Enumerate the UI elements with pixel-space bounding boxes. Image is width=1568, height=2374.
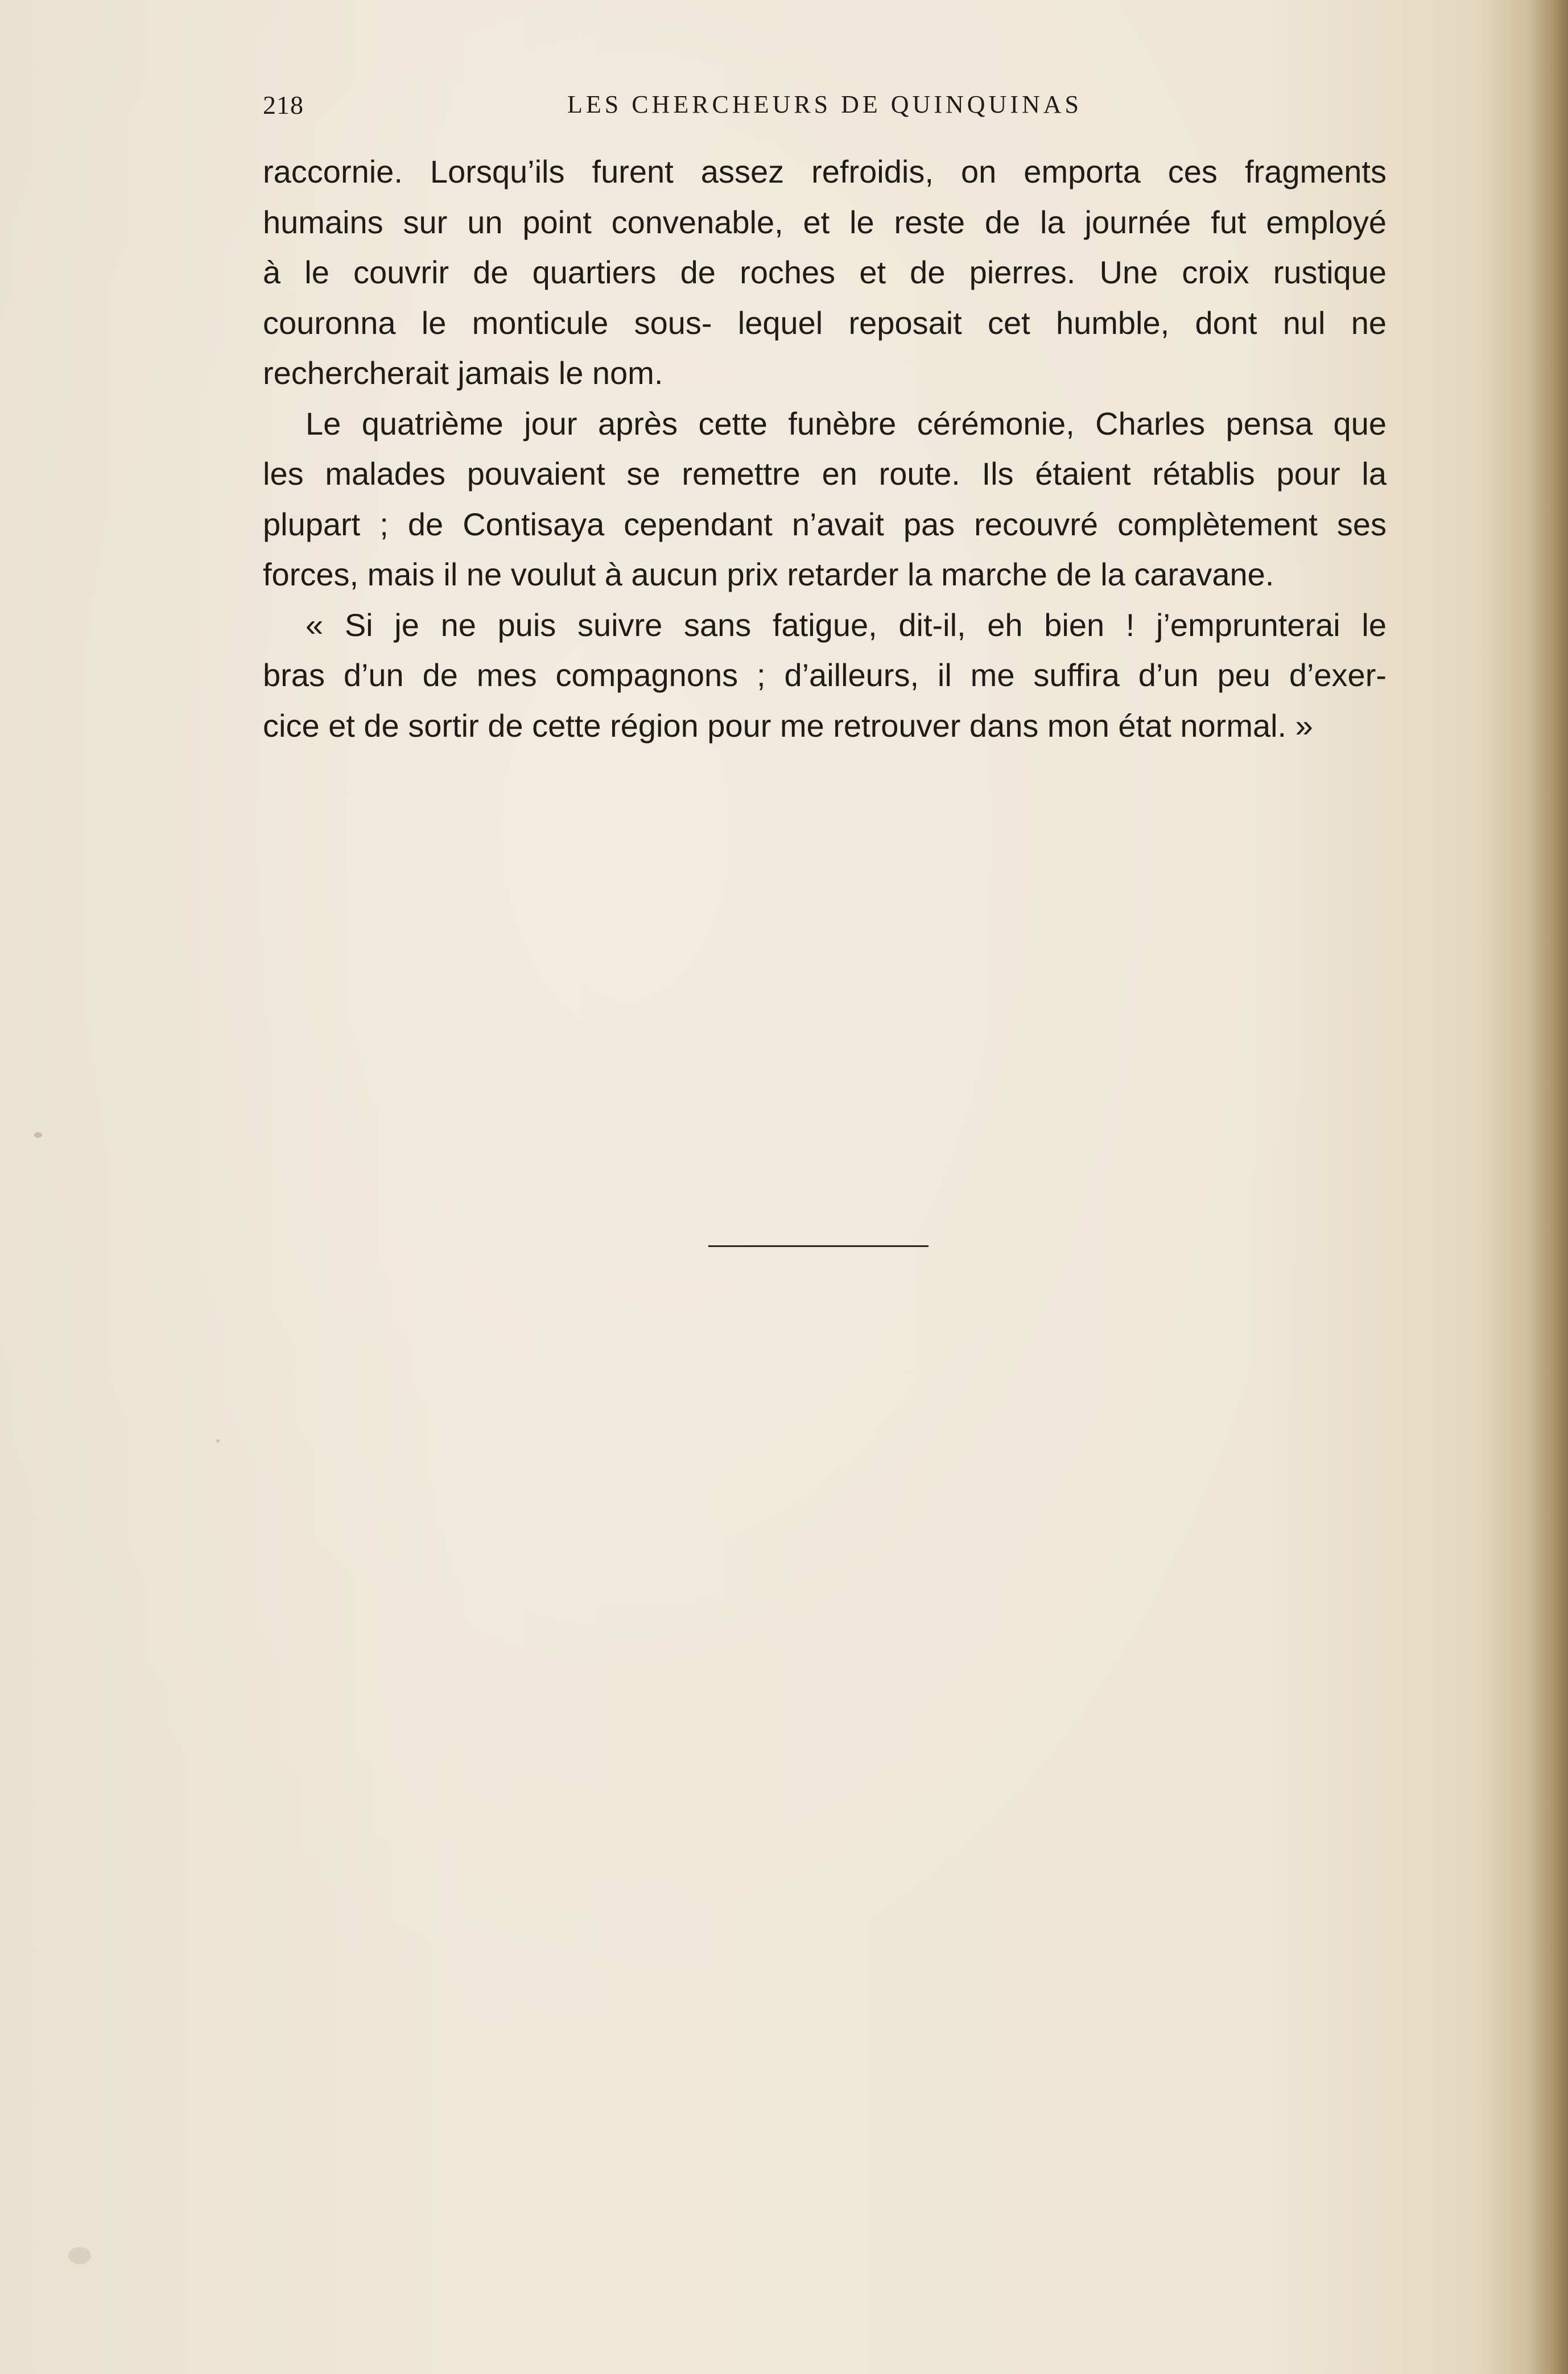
paragraph [263, 399, 1387, 600]
page-number: 218 [263, 90, 304, 119]
text-line: Le quatrième jour après cette funèbre cérémonie, Charles pensa que [306, 405, 1387, 441]
paragraph [263, 147, 1387, 399]
section-end-rule [708, 1245, 929, 1247]
text-line: les malades pouvaient se remettre en route. Ils étaient rétablis pour la [263, 456, 1387, 492]
text-line: bras d’un de mes compagnons ; d’ailleurs, il me suffira d’un peu d’exer- [263, 657, 1387, 693]
paper-speck [216, 1439, 220, 1443]
text-line: rechercherait jamais le nom. [263, 355, 663, 391]
paragraph [263, 600, 1387, 752]
text-line: forces, mais il ne voulut à aucun prix retarder la marche de la caravane. [263, 556, 1274, 592]
page-edge-shadow [1528, 0, 1568, 2374]
text-line: raccornie. Lorsqu’ils furent assez refroidis, on emporta ces fragments [263, 154, 1387, 189]
body-text [263, 147, 1387, 751]
paper-stain [68, 2247, 91, 2264]
text-line: cice et de sortir de cette région pour me retrouver dans mon état normal. » [263, 707, 1313, 744]
text-line: plupart ; de Contisaya cependant n’avait pas recouvré complètement ses [263, 506, 1387, 542]
running-head [263, 90, 1387, 130]
paper-speck [34, 1132, 42, 1138]
text-line: couronna le monticule sous- lequel reposait cet humble, dont nul ne [263, 304, 1387, 341]
text-line: « Si je ne puis suivre sans fatigue, dit-il, eh bien ! j’emprunterai le [306, 606, 1387, 643]
text-line: humains sur un point convenable, et le reste de la journée fut employé [263, 204, 1387, 240]
text-line: à le couvrir de quartiers de roches et de pierres. Une croix rustique [263, 254, 1387, 290]
running-title: LES CHERCHEURS DE QUINQUINAS [567, 90, 1083, 118]
